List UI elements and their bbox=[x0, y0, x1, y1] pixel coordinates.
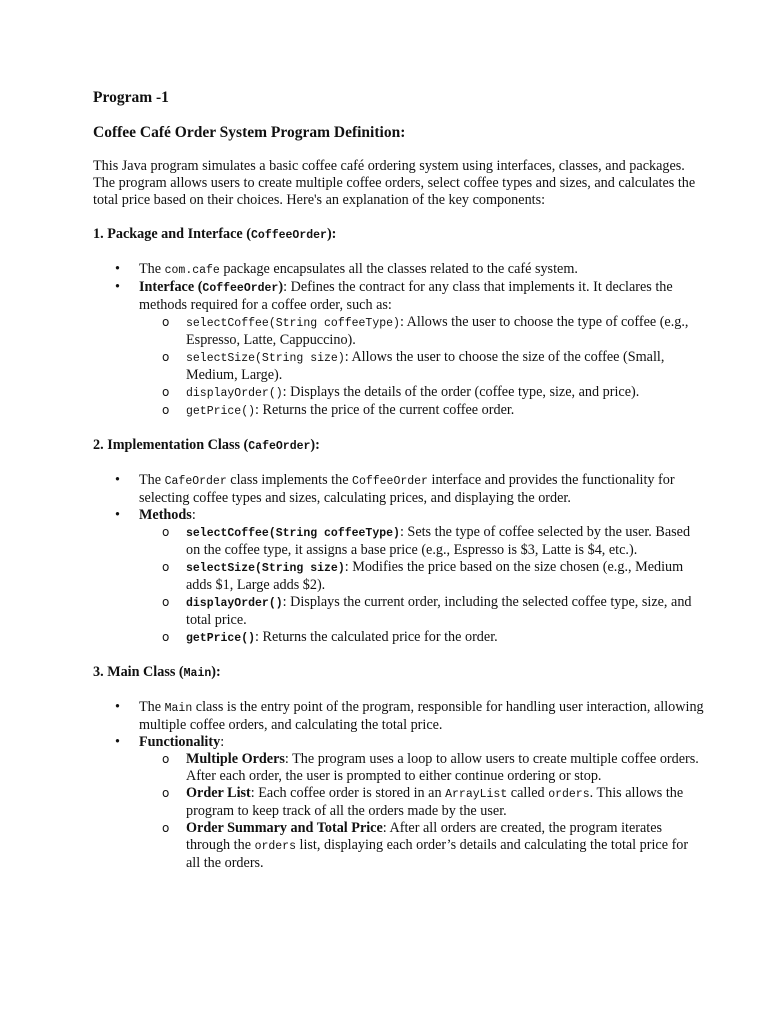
list-item bbox=[115, 472, 705, 507]
item-bold: Order List bbox=[186, 785, 251, 801]
item-text: : Allows the user to choose the size of the coffee (Small, Medium, Large). bbox=[186, 349, 665, 383]
sublist-item bbox=[162, 524, 705, 559]
item-text: : Modifies the price based on the size chosen (e.g., Medium adds $1, Large adds $2). bbox=[186, 559, 684, 593]
item-text: : Each coffee order is stored in an bbox=[250, 785, 446, 801]
item-text: list, displaying each order’s details and calculating the total price for all the orders. bbox=[186, 837, 689, 871]
item-text: : bbox=[191, 507, 196, 523]
item-text: class implements the bbox=[226, 472, 353, 488]
sublist-item bbox=[162, 629, 705, 647]
circle-bullet-icon: o bbox=[162, 525, 170, 539]
item-bold: Methods bbox=[139, 507, 192, 523]
page-title: Coffee Café Order System Program Definition: bbox=[93, 124, 406, 141]
inline-code: orders bbox=[254, 840, 296, 853]
heading-code: Main bbox=[183, 667, 212, 680]
item-text: class is the entry point of the program, responsible for handling user interaction, allowing multiple coffee orders, and calculating the total price. bbox=[139, 699, 704, 733]
inline-code: com.cafe bbox=[164, 264, 220, 277]
item-bold: Functionality bbox=[139, 734, 221, 750]
bullet-icon: • bbox=[115, 279, 120, 295]
item-text: : Sets the type of coffee selected by the user. Based on the coffee type, it assigns a base price (e.g., Espresso is $3, Latte is $4, etc.). bbox=[186, 524, 691, 558]
inline-code: displayOrder() bbox=[186, 597, 283, 610]
list-item bbox=[115, 734, 705, 872]
circle-bullet-icon: o bbox=[162, 821, 170, 835]
list-item bbox=[115, 261, 705, 279]
item-text: : bbox=[220, 734, 225, 750]
circle-bullet-icon: o bbox=[162, 385, 170, 399]
heading-code: CoffeeOrder bbox=[251, 229, 327, 242]
circle-bullet-icon: o bbox=[162, 595, 170, 609]
functionality-sublist bbox=[139, 751, 705, 872]
inline-code: CoffeeOrder bbox=[202, 282, 279, 295]
item-text: package encapsulates all the classes related to the café system. bbox=[219, 261, 578, 277]
bullet-icon: • bbox=[115, 699, 120, 715]
item-text: : Displays the details of the order (coffee type, size, and price). bbox=[282, 384, 640, 400]
inline-code: getPrice() bbox=[186, 405, 256, 418]
inline-code: selectCoffee(String coffeeType) bbox=[186, 527, 400, 540]
item-text: The bbox=[139, 261, 165, 277]
intro-paragraph: This Java program simulates a basic coffee café ordering system using interfaces, classes, and packages. The program allows users to create multiple coffee orders, select coffee types and sizes, and calculates the total price based on their choices. Here's an explanation of the key components: bbox=[93, 158, 696, 208]
circle-bullet-icon: o bbox=[162, 630, 170, 644]
section-3-list bbox=[93, 699, 705, 872]
heading-text-end: ): bbox=[310, 437, 320, 453]
inline-code: selectSize(String size) bbox=[186, 562, 345, 575]
heading-text-end: ): bbox=[326, 226, 337, 242]
method-sublist bbox=[139, 524, 705, 647]
sublist-item bbox=[162, 820, 705, 872]
item-text: The bbox=[139, 472, 165, 488]
item-text: : The program uses a loop to allow users to create multiple coffee orders. After each order, the user is prompted to either continue ordering or stop. bbox=[186, 751, 699, 784]
inline-code: orders bbox=[548, 788, 590, 801]
section-heading-package-interface bbox=[93, 226, 705, 244]
sublist-item bbox=[162, 751, 705, 785]
heading-text-end: ): bbox=[211, 664, 221, 680]
section-heading-main-class bbox=[93, 664, 705, 682]
sublist-item bbox=[162, 594, 705, 629]
item-text: called bbox=[507, 785, 549, 801]
bullet-icon: • bbox=[115, 261, 120, 277]
inline-code: selectCoffee(String coffeeType) bbox=[186, 317, 400, 330]
item-text: : Displays the current order, including the selected coffee type, size, and total price. bbox=[186, 594, 692, 628]
bullet-icon: • bbox=[115, 734, 120, 750]
heading-code: CafeOrder bbox=[248, 440, 311, 453]
bullet-icon: • bbox=[115, 507, 120, 523]
item-text: : Allows the user to choose the type of coffee (e.g., Espresso, Latte, Cappuccino). bbox=[186, 314, 689, 348]
circle-bullet-icon: o bbox=[162, 315, 170, 329]
item-bold: Interface ( bbox=[139, 279, 203, 295]
circle-bullet-icon: o bbox=[162, 560, 170, 574]
list-item bbox=[115, 507, 705, 647]
sublist-item bbox=[162, 314, 705, 349]
item-text: The bbox=[139, 699, 165, 715]
sublist-item bbox=[162, 402, 705, 420]
circle-bullet-icon: o bbox=[162, 752, 170, 766]
item-text: : Returns the price of the current coffee order. bbox=[255, 402, 515, 418]
heading-text: 3. Main Class ( bbox=[93, 664, 184, 680]
bullet-icon: • bbox=[115, 472, 120, 488]
inline-code: displayOrder() bbox=[186, 387, 283, 400]
item-text: interface and provides the functionality for selecting coffee types and sizes, calculating prices, and displaying the order. bbox=[139, 472, 675, 506]
sublist-item bbox=[162, 384, 705, 402]
sublist-item bbox=[162, 349, 705, 384]
item-text: : Defines the contract for any class that implements it. It declares the methods required for a coffee order, such as: bbox=[139, 279, 673, 313]
program-label: Program -1 bbox=[93, 89, 169, 106]
item-bold: Order Summary and Total Price bbox=[186, 820, 383, 836]
item-bold: Multiple Orders bbox=[186, 751, 285, 767]
inline-code: CafeOrder bbox=[164, 475, 227, 488]
sublist-item bbox=[162, 785, 705, 820]
inline-code: CoffeeOrder bbox=[352, 475, 428, 488]
heading-text: 1. Package and Interface ( bbox=[93, 226, 252, 242]
inline-code: ArrayList bbox=[445, 788, 508, 801]
item-text: : After all orders are created, the program iterates through the bbox=[186, 820, 663, 853]
item-text: . This allows the program to keep track of all the orders made by the user. bbox=[186, 785, 684, 819]
list-item bbox=[115, 279, 705, 420]
sublist-item bbox=[162, 559, 705, 594]
inline-code: getPrice() bbox=[186, 632, 256, 645]
method-sublist bbox=[139, 314, 705, 420]
inline-code: Main bbox=[164, 702, 193, 715]
heading-text: 2. Implementation Class ( bbox=[93, 437, 249, 453]
list-item bbox=[115, 699, 705, 734]
section-1-list bbox=[93, 261, 705, 420]
item-text: : Returns the calculated price for the order. bbox=[255, 629, 498, 645]
item-bold: ) bbox=[278, 279, 284, 295]
section-heading-implementation-class bbox=[93, 437, 705, 455]
circle-bullet-icon: o bbox=[162, 350, 170, 364]
inline-code: selectSize(String size) bbox=[186, 352, 345, 365]
circle-bullet-icon: o bbox=[162, 786, 170, 800]
circle-bullet-icon: o bbox=[162, 403, 170, 417]
document-page bbox=[93, 88, 705, 872]
section-2-list bbox=[93, 472, 705, 647]
